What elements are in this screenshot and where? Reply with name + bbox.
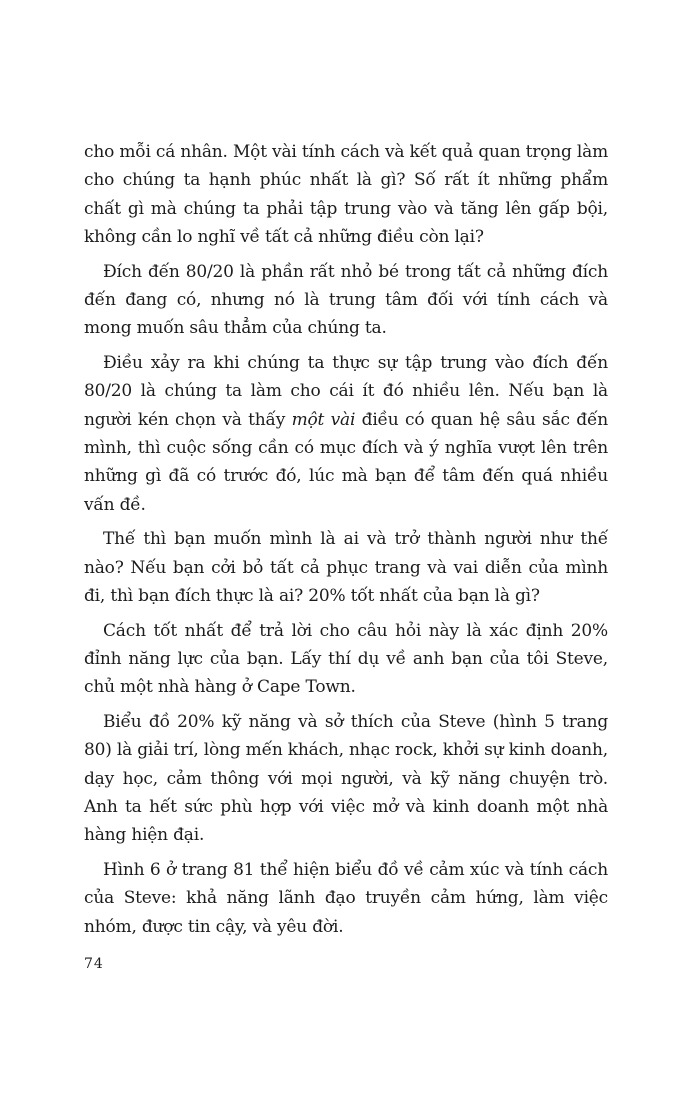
paragraph-1 xyxy=(84,138,608,252)
page-number: 74 xyxy=(84,956,104,972)
paragraph-7-text: Hình 6 ở trang 81 thể hiện biểu đồ về cảm xúc và tính cách của Steve: khả năng lãnh đạo truyền cảm hứng, làm việc nhóm, được tin cậy, và yêu đời. xyxy=(84,859,608,937)
paragraph-3-text-start: Điều xảy ra khi chúng ta thực sự tập trung vào đích đến 80/20 là chúng ta làm cho cái ít đó nhiều lên. Nếu bạn là người kén chọn và thấy xyxy=(84,352,608,430)
paragraph-5-text: Cách tốt nhất để trả lời cho câu hỏi này là xác định 20% đỉnh năng lực của bạn. Lấy thí dụ về anh bạn của tôi Steve, chủ một nhà hàng ở Cape Town. xyxy=(84,620,608,698)
paragraph-4-text: Thế thì bạn muốn mình là ai và trở thành người như thế nào? Nếu bạn cởi bỏ tất cả phục trang và vai diễn của mình đi, thì bạn đích thực là ai? 20% tốt nhất của bạn là gì? xyxy=(84,529,608,607)
page-body-text xyxy=(84,138,608,947)
paragraph-6-text: Biểu đồ 20% kỹ năng và sở thích của Steve (hình 5 trang 80) là giải trí, lòng mến khách, nhạc rock, khởi sự kinh doanh, dạy học, cảm thông với mọi người, và kỹ năng chuyện trò. Anh ta hết sức phù hợp với việc mở và kinh doanh một nhà hàng hiện đại. xyxy=(84,711,608,846)
paragraph-2 xyxy=(84,258,608,343)
paragraph-2-text: Đích đến 80/20 là phần rất nhỏ bé trong tất cả những đích đến đang có, nhưng nó là trung tâm đối với tính cách và mong muốn sâu thẳm của chúng ta. xyxy=(84,261,608,339)
paragraph-4 xyxy=(84,525,608,610)
paragraph-5 xyxy=(84,617,608,702)
paragraph-3-text-end: điều có quan hệ sâu sắc đến mình, thì cuộc sống cần có mục đích và ý nghĩa vượt lên trên những gì đã có trước đó, lúc mà bạn để tâm đến quá nhiều vấn đề. xyxy=(84,409,608,515)
paragraph-7 xyxy=(84,856,608,941)
paragraph-1-text: cho mỗi cá nhân. Một vài tính cách và kết quả quan trọng làm cho chúng ta hạnh phúc nhất là gì? Số rất ít những phẩm chất gì mà chúng ta phải tập trung vào và tăng lên gấp bội, không cần lo nghĩ về tất cả những điều còn lại? xyxy=(84,142,608,248)
paragraph-3 xyxy=(84,349,608,519)
paragraph-3-emphasis: một vài xyxy=(291,409,356,430)
paragraph-6 xyxy=(84,708,608,850)
